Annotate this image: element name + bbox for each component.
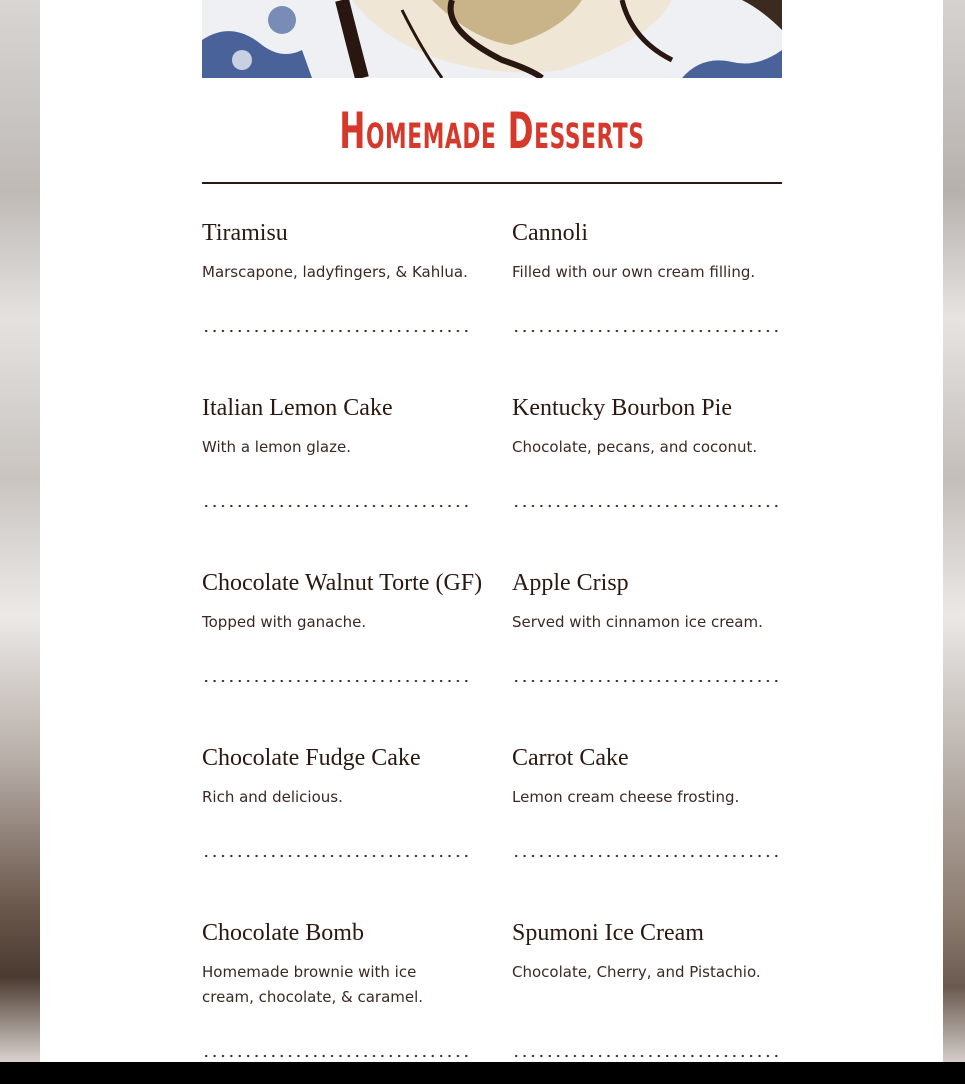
menu-item bbox=[512, 918, 782, 985]
menu-item-name: Tiramisu bbox=[202, 220, 288, 246]
menu-item bbox=[202, 393, 472, 460]
title-divider bbox=[202, 182, 782, 184]
menu-item-name: Kentucky Bourbon Pie bbox=[512, 395, 732, 421]
menu-item-description: Marscapone, ladyfingers, & Kahlua. bbox=[202, 263, 468, 281]
menu-item bbox=[512, 218, 782, 285]
bottom-bar bbox=[0, 1062, 965, 1084]
menu-item bbox=[512, 393, 782, 460]
background-photo-right bbox=[943, 0, 965, 1062]
dotted-divider bbox=[512, 679, 782, 683]
dotted-divider bbox=[202, 854, 472, 858]
dotted-divider bbox=[512, 854, 782, 858]
menu-item-name: Apple Crisp bbox=[512, 570, 629, 596]
menu-item bbox=[512, 568, 782, 635]
dotted-divider bbox=[512, 1054, 782, 1058]
menu-item bbox=[202, 568, 483, 635]
menu-item bbox=[202, 218, 472, 285]
dotted-divider bbox=[512, 329, 782, 333]
dotted-divider bbox=[202, 329, 472, 333]
menu-item-name: Cannoli bbox=[512, 220, 588, 246]
menu-item-description: Rich and delicious. bbox=[202, 788, 343, 806]
dotted-divider bbox=[202, 504, 472, 508]
menu-item-name: Chocolate Fudge Cake bbox=[202, 745, 421, 771]
dessert-photo bbox=[202, 0, 782, 78]
dotted-divider bbox=[202, 1054, 472, 1058]
menu-item-description: Chocolate, pecans, and coconut. bbox=[512, 438, 758, 456]
menu-item-description: Lemon cream cheese frosting. bbox=[512, 788, 740, 806]
menu-item bbox=[202, 918, 472, 1010]
dotted-divider bbox=[202, 679, 472, 683]
menu-item-description: Homemade brownie with ice cream, chocolate, & caramel. bbox=[202, 963, 424, 1006]
menu-item-name: Italian Lemon Cake bbox=[202, 395, 393, 421]
menu-item bbox=[512, 743, 782, 810]
menu-item-description: Chocolate, Cherry, and Pistachio. bbox=[512, 963, 761, 981]
menu-item-description: With a lemon glaze. bbox=[202, 438, 351, 456]
menu-item-name: Spumoni Ice Cream bbox=[512, 920, 704, 946]
dotted-divider bbox=[512, 504, 782, 508]
menu-item-name: Chocolate Walnut Torte (GF) bbox=[202, 570, 483, 596]
background-photo-left bbox=[0, 0, 40, 1062]
menu-item-description: Filled with our own cream filling. bbox=[512, 263, 756, 281]
menu-item bbox=[202, 743, 472, 810]
menu-item-description: Served with cinnamon ice cream. bbox=[512, 613, 763, 631]
menu-item-name: Carrot Cake bbox=[512, 745, 629, 771]
menu-item-description: Topped with ganache. bbox=[202, 613, 367, 631]
menu-item-name: Chocolate Bomb bbox=[202, 920, 364, 946]
page-title: Homemade Desserts bbox=[339, 102, 645, 160]
